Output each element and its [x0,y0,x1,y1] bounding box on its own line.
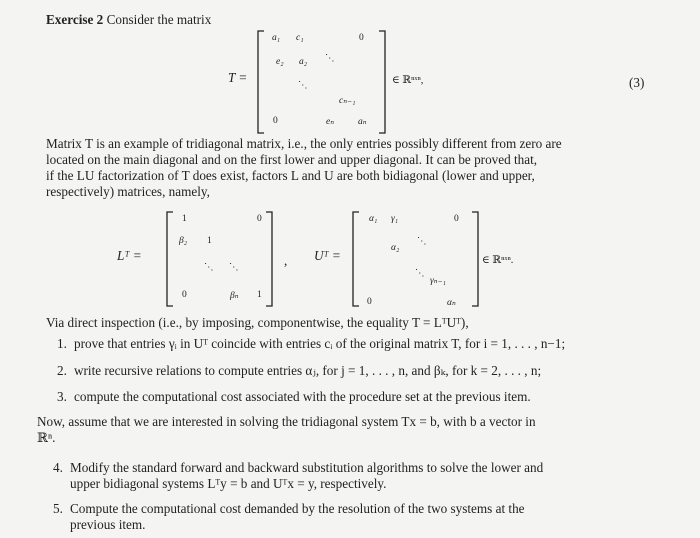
cell-dots-r: ⋱ [417,237,427,247]
cell-c1: c₁ [296,33,304,43]
matrix-l-comma: , [284,253,288,268]
matrix-t-right-bracket [378,30,386,134]
paragraph-line: ℝⁿ. [37,430,56,445]
matrix-t-left-bracket [257,30,265,134]
paragraph-line: Matrix T is an example of tridiagonal matrix, i.e., the only entries possibly different from zero are [46,136,562,151]
matrix-l-left-bracket [166,211,174,307]
cell-alpha1: α₁ [369,214,378,224]
item-number: 1. [57,336,67,351]
cell-zero-bl: 0 [182,290,187,300]
cell-gamma1: γ₁ [391,214,399,224]
paragraph-line: if the LU factorization of T does exist, factors L and U are both bidiagonal (lower and upper, [46,168,535,183]
cell-dots-r1: ⋱ [325,54,335,64]
cell-zero-bl: 0 [273,116,278,126]
cell-zero-tr: 0 [454,214,459,224]
item-number: 2. [57,363,67,378]
item-number: 5. [53,501,63,516]
cell-one-a: 1 [182,214,187,224]
matrix-l-lhs: Lᵀ = [117,248,142,263]
cell-one-b: 1 [207,236,212,246]
cell-alpha2: α₂ [391,243,400,253]
cell-cn1: cₙ₋₁ [339,96,356,106]
cell-dots1: ⋱ [204,263,214,273]
cell-gamman1: γₙ₋₁ [430,276,446,286]
cell-a1: a₁ [272,33,281,43]
cell-en: eₙ [326,117,335,127]
matrix-u-lhs: Uᵀ = [314,248,341,263]
cell-dots-mid: ⋱ [415,269,425,279]
item-text: prove that entries γᵢ in Uᵀ coincide with entries cᵢ of the original matrix T, for i = 1, . . . , n−1; [74,336,566,351]
item-number: 3. [57,389,67,404]
cell-alphan: αₙ [447,298,456,308]
matrix-u-right-bracket [471,211,479,307]
item-text: Modify the standard forward and backward substitution algorithms to solve the lower and [70,460,544,475]
cell-dots2: ⋱ [229,263,239,273]
item-text: previous item. [70,517,146,532]
item-text: write recursive relations to compute entries αⱼ, for j = 1, . . . , n, and βₖ, for k = 2, . . . , n; [74,363,542,378]
item-text: compute the computational cost associated with the procedure set at the previous item. [74,389,531,404]
paragraph-line: Now, assume that we are interested in solving the tridiagonal system Tx = b, with b a vector in [37,414,536,429]
cell-an: aₙ [358,117,367,127]
cell-zero-tr: 0 [359,33,364,43]
exercise-intro: Consider the matrix [106,12,212,27]
paragraph-line: respectively) matrices, namely, [46,184,210,199]
matrix-u-space: ∈ ℝⁿˣⁿ. [482,255,514,266]
item-text: Compute the computational cost demanded by the resolution of the two systems at the [70,501,525,516]
cell-a2: a₂ [299,57,308,67]
via-text: Via direct inspection (i.e., by imposing, componentwise, the equality T = LᵀUᵀ), [46,315,469,330]
cell-zero-tr: 0 [257,214,262,224]
exercise-heading [46,11,211,28]
matrix-u-left-bracket [352,211,360,307]
equation-number: (3) [629,75,645,90]
exercise-label: Exercise 2 [46,12,104,27]
paragraph-line: located on the main diagonal and on the first lower and upper diagonal. It can be proved that, [46,152,538,167]
matrix-t-lhs: T = [228,70,248,85]
item-number: 4. [53,460,63,475]
matrix-t-space: ∈ ℝⁿˣⁿ, [392,75,424,86]
cell-betan: βₙ [230,291,239,301]
cell-beta2: β₂ [179,236,188,246]
item-text: upper bidiagonal systems Lᵀy = b and Uᵀx = y, respectively. [70,476,387,491]
cell-e2: e₂ [276,57,284,67]
matrix-l-right-bracket [265,211,273,307]
cell-one-c: 1 [257,290,262,300]
cell-dots-mid: ⋱ [298,81,308,91]
cell-zero-bl: 0 [367,297,372,307]
